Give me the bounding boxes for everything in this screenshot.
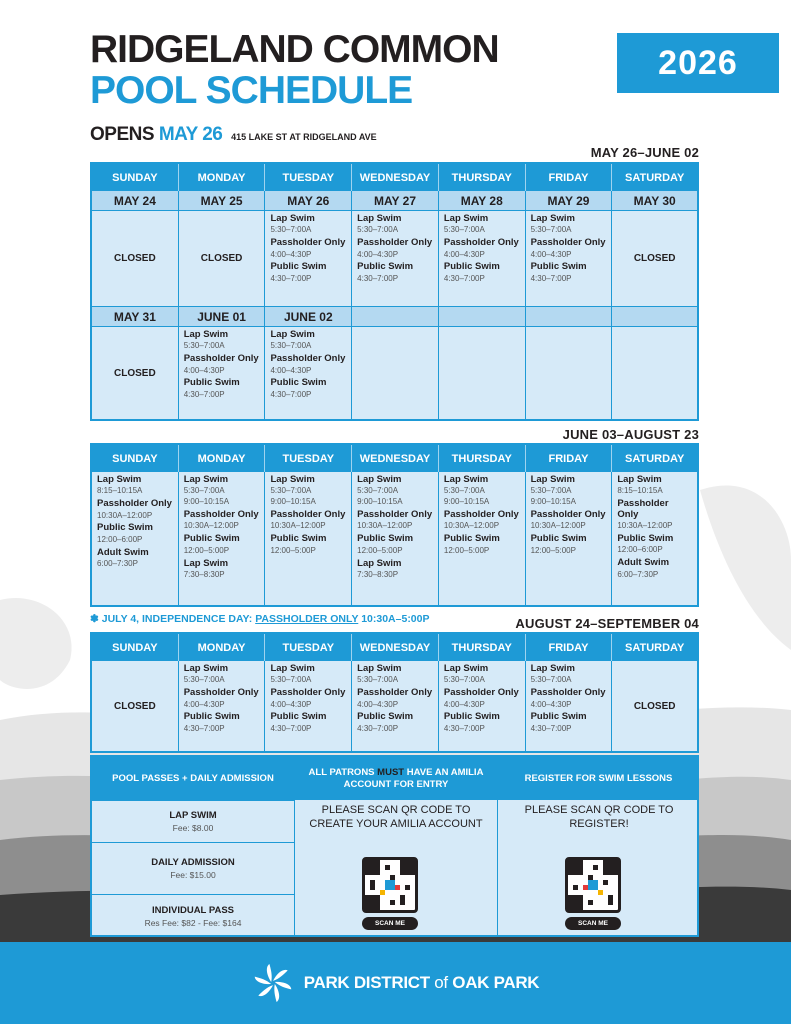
closed-cell: CLOSED [92, 327, 179, 419]
day-slots: Lap Swim 5:30–7:00A Passholder Only 4:00–4:30P Public Swim 4:30–7:00P [352, 211, 439, 307]
date-cell [612, 307, 697, 327]
day-slots: Lap Swim 5:30–7:00A Passholder Only 4:00–4:30P Public Swim 4:30–7:00P [352, 661, 439, 751]
day-header: TUESDAY [265, 634, 352, 661]
day-header: THURSDAY [439, 634, 526, 661]
schedule-table-3 [90, 632, 699, 753]
empty-cell [526, 327, 613, 419]
day-header: FRIDAY [526, 445, 613, 472]
day-header: TUESDAY [265, 164, 352, 191]
day-slots: Lap Swim 5:30–7:00A Passholder Only 4:00–4:30P Public Swim 4:30–7:00P [526, 661, 613, 751]
schedule-row [92, 661, 697, 751]
date-cell [352, 307, 439, 327]
park-district-logo-icon [252, 962, 294, 1004]
day-header: WEDNESDAY [352, 634, 439, 661]
day-slots: Lap Swim 8:15–10:15A Passholder Only 10:30A–12:00P Public Swim 12:00–6:00P Adult Swim 6:00–7:30P [612, 472, 697, 605]
date-cell: MAY 31 [92, 307, 179, 327]
scan-register-text: PLEASE SCAN QR CODE TO REGISTER! [524, 804, 674, 831]
note-highlight: PASSHOLDER ONLY [255, 613, 359, 625]
opens-line [90, 124, 377, 146]
date-cell [526, 307, 613, 327]
day-header: SUNDAY [92, 445, 179, 472]
day-header: FRIDAY [526, 634, 613, 661]
date-cell: MAY 26 [265, 191, 352, 211]
closed-cell: CLOSED [92, 661, 179, 751]
lessons-header: REGISTER FOR SWIM LESSONS [498, 757, 699, 800]
day-slots: Lap Swim 5:30–7:00A Passholder Only 4:00–4:30P Public Swim 4:30–7:00P [179, 327, 266, 419]
day-slots: Lap Swim 5:30–7:00A Passholder Only 4:00–4:30P Public Swim 4:30–7:00P [439, 661, 526, 751]
day-slots: Lap Swim 5:30–7:00A 9:00–10:15A Passholder Only 10:30A–12:00P Public Swim 12:00–5:00P [526, 472, 613, 605]
note-prefix: JULY 4, INDEPENDENCE DAY: [101, 613, 256, 625]
range-3: AUGUST 24–SEPTEMBER 04 [515, 616, 699, 631]
date-cell: MAY 24 [92, 191, 179, 211]
day-header: SATURDAY [612, 164, 697, 191]
schedule-row [92, 472, 697, 605]
divider [294, 757, 295, 935]
day-slots: Lap Swim 5:30–7:00A Passholder Only 4:00–4:30P Public Swim 4:30–7:00P [526, 211, 613, 307]
closed-cell: CLOSED [612, 211, 697, 307]
note-time: 10:30A–5:00P [358, 613, 430, 625]
empty-cell [439, 327, 526, 419]
opens-date: MAY 26 [158, 124, 223, 145]
day-slots: Lap Swim 8:15–10:15A Passholder Only 10:30A–12:00P Public Swim 12:00–6:00P Adult Swim 6:00–7:30P [92, 472, 179, 605]
flower-icon: ✽ [90, 613, 99, 625]
july4-note [90, 613, 430, 625]
empty-cell [612, 327, 697, 419]
scan-me-badge: SCAN ME [565, 917, 621, 930]
day-header-row [92, 445, 697, 472]
divider [497, 757, 498, 935]
day-header: SUNDAY [92, 634, 179, 661]
range-1: MAY 26–JUNE 02 [590, 145, 699, 160]
empty-cell [352, 327, 439, 419]
schedule-table-1 [90, 162, 699, 421]
schedule-row [92, 211, 697, 307]
closed-cell: CLOSED [612, 661, 697, 751]
day-slots: Lap Swim 5:30–7:00A 9:00–10:15A Passholder Only 10:30A–12:00P Public Swim 12:00–5:00P Lap Swim 7:30–8:30P [179, 472, 266, 605]
schedule-row [92, 327, 697, 419]
day-header-row [92, 164, 697, 191]
day-slots: Lap Swim 5:30–7:00A Passholder Only 4:00–4:30P Public Swim 4:30–7:00P [265, 211, 352, 307]
scan-amilia-text: PLEASE SCAN QR CODE TO CREATE YOUR AMILIA ACCOUNT [309, 804, 483, 831]
footer [0, 942, 791, 1024]
day-slots: Lap Swim 5:30–7:00A 9:00–10:15A Passholder Only 10:30A–12:00P Public Swim 12:00–5:00P [265, 472, 352, 605]
year-badge: 2026 [617, 33, 779, 93]
closed-cell: CLOSED [92, 211, 179, 307]
day-slots: Lap Swim 5:30–7:00A Passholder Only 4:00–4:30P Public Swim 4:30–7:00P [179, 661, 266, 751]
schedule-table-2 [90, 443, 699, 607]
pass-lap-swim: LAP SWIM Fee: $8.00 [92, 800, 294, 842]
day-slots: Lap Swim 5:30–7:00A Passholder Only 4:00–4:30P Public Swim 4:30–7:00P [265, 661, 352, 751]
footer-brand: PARK DISTRICT of OAK PARK [303, 973, 540, 992]
day-header: SUNDAY [92, 164, 179, 191]
opens-label: OPENS [90, 124, 155, 145]
title-line2: POOL SCHEDULE [90, 69, 413, 112]
closed-cell: CLOSED [179, 211, 266, 307]
date-cell: JUNE 02 [265, 307, 352, 327]
day-slots: Lap Swim 5:30–7:00A Passholder Only 4:00–4:30P Public Swim 4:30–7:00P [439, 211, 526, 307]
day-header: WEDNESDAY [352, 164, 439, 191]
amilia-header: ALL PATRONS MUST HAVE AN AMILIA ACCOUNT FOR ENTRY [295, 757, 497, 800]
date-cell: MAY 30 [612, 191, 697, 211]
date-cell: MAY 28 [439, 191, 526, 211]
range-2: JUNE 03–AUGUST 23 [562, 427, 699, 442]
title-line1: RIDGELAND COMMON [90, 28, 499, 71]
passes-header: POOL PASSES + DAILY ADMISSION [92, 757, 294, 800]
date-cell [439, 307, 526, 327]
pass-individual: INDIVIDUAL PASS Res Fee: $82 - Fee: $164 [92, 894, 294, 937]
date-cell: MAY 27 [352, 191, 439, 211]
day-header: SATURDAY [612, 634, 697, 661]
day-header: TUESDAY [265, 445, 352, 472]
date-row [92, 307, 697, 327]
scan-me-badge: SCAN ME [362, 917, 418, 930]
date-cell: MAY 29 [526, 191, 613, 211]
day-header: WEDNESDAY [352, 445, 439, 472]
day-slots: Lap Swim 5:30–7:00A 9:00–10:15A Passholder Only 10:30A–12:00P Public Swim 12:00–5:00P Lap Swim 7:30–8:30P [352, 472, 439, 605]
qr-code-register[interactable] [565, 857, 621, 913]
day-slots: Lap Swim 5:30–7:00A 9:00–10:15A Passholder Only 10:30A–12:00P Public Swim 12:00–5:00P [439, 472, 526, 605]
date-cell: JUNE 01 [179, 307, 266, 327]
day-header: THURSDAY [439, 445, 526, 472]
address: 415 LAKE ST AT RIDGELAND AVE [231, 132, 377, 142]
info-panel [90, 755, 699, 937]
day-header: MONDAY [179, 445, 266, 472]
day-slots: Lap Swim 5:30–7:00A Passholder Only 4:00–4:30P Public Swim 4:30–7:00P [265, 327, 352, 419]
day-header: MONDAY [179, 164, 266, 191]
day-header: THURSDAY [439, 164, 526, 191]
pass-daily: DAILY ADMISSION Fee: $15.00 [92, 842, 294, 894]
day-header-row [92, 634, 697, 661]
day-header: MONDAY [179, 634, 266, 661]
date-cell: MAY 25 [179, 191, 266, 211]
date-row [92, 191, 697, 211]
qr-code-amilia[interactable] [362, 857, 418, 913]
day-header: FRIDAY [526, 164, 613, 191]
day-header: SATURDAY [612, 445, 697, 472]
